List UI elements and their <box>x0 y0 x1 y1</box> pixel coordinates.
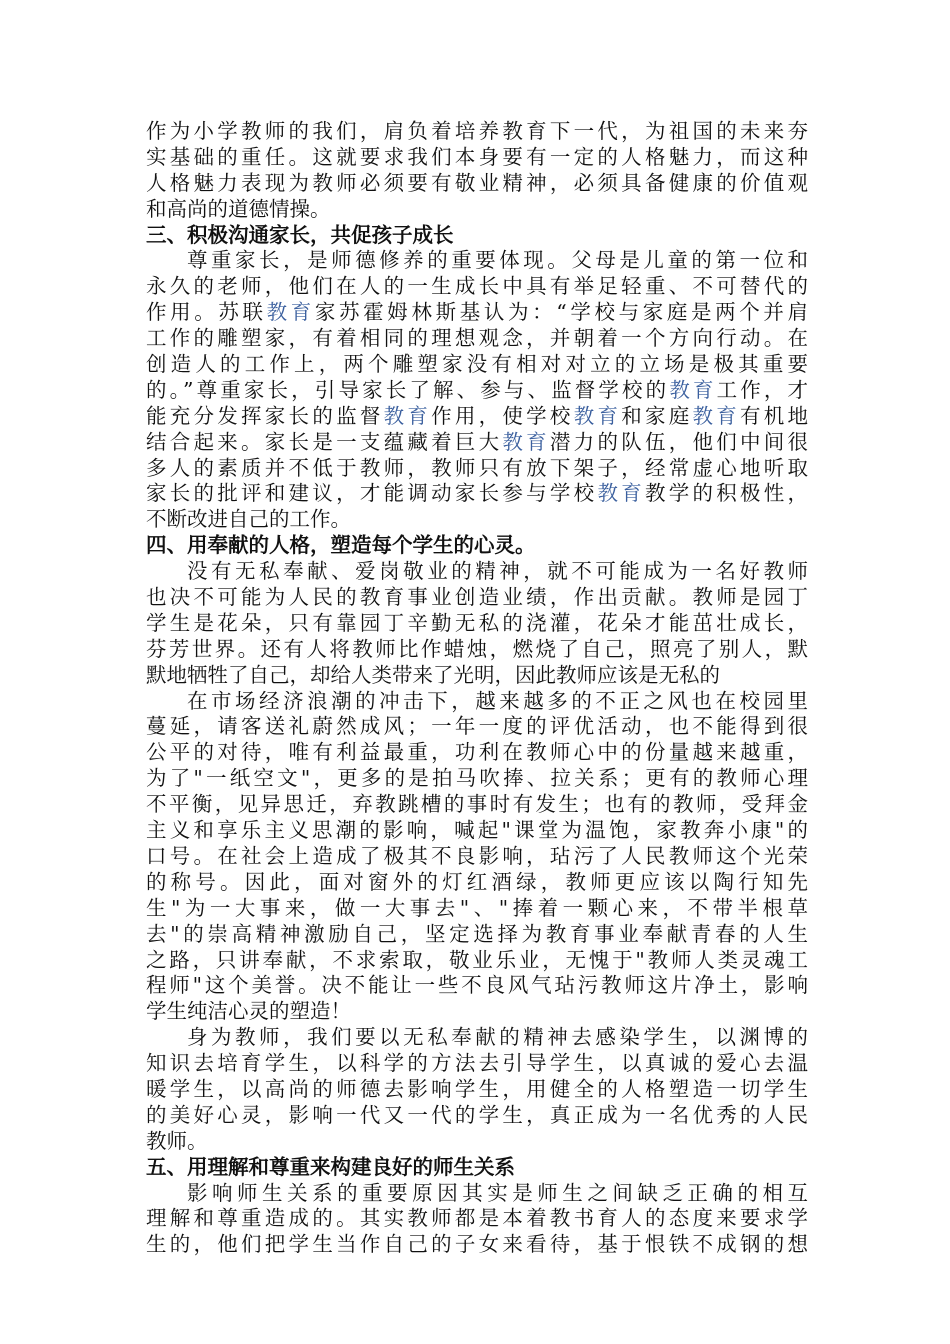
text-line: 生的，他们把学生当作自己的子女来看待，基于恨铁不成钢的想 <box>146 1232 808 1257</box>
text-line: 之路，只讲奉献，不求索取，敬业乐业，无愧于"教师人类灵魂工 <box>146 947 808 972</box>
text-line: 默地牺牲了自己，却给人类带来了光明，因此教师应该是无私的 <box>146 662 720 687</box>
text-line: 程师"这个美誉。决不能让一些不良风气玷污教师这片净土，影响 <box>146 973 808 998</box>
text-line: 实基础的重任。这就要求我们本身要有一定的人格魅力，而这种 <box>146 144 808 169</box>
section-heading: 三、积极沟通家长，共促孩子成长 <box>146 222 454 247</box>
text-line <box>146 507 808 533</box>
text-line: 没有无私奉献、爱岗敬业的精神，就不可能成为一名好教师 <box>187 559 808 584</box>
text-run: 作用，使学校 <box>431 403 574 428</box>
text-line: 芬芳世界。还有人将教师比作蜡烛，燃烧了自己，照亮了别人，默 <box>146 636 808 661</box>
keyword-link[interactable]: 教育 <box>573 403 622 428</box>
text-line: 教师。 <box>146 1128 208 1153</box>
paragraph <box>146 1181 808 1259</box>
text-line: 也决不可能为人民的教育事业创造业绩，作出贡献。教师是园丁 <box>146 585 808 610</box>
text-line: 去"的崇高精神激励自己，坚定选择为教育事业奉献青春的人生 <box>146 921 808 946</box>
paragraph <box>146 689 808 1026</box>
text-run: 能充分发挥家长的监督 <box>146 403 384 428</box>
keyword-link[interactable]: 教育 <box>266 300 315 325</box>
text-line: 人格魅力表现为教师必须要有敬业精神，必须具备健康的价值观 <box>146 170 808 195</box>
text-line <box>146 248 808 274</box>
text-run: 创造人的工作上，两个雕塑家没有相对对立的立场是极其重要 <box>146 352 808 377</box>
text-line: 和高尚的道德情操。 <box>146 196 331 221</box>
paragraph <box>146 248 808 533</box>
text-run: 工作，才 <box>716 377 809 402</box>
section-heading: 四、用奉献的人格，塑造每个学生的心灵。 <box>146 533 536 558</box>
text-run: 家长的批评和建议，才能调动家长参与学校 <box>146 481 598 506</box>
keyword-link[interactable]: 教育 <box>502 429 550 454</box>
text-line <box>146 274 808 300</box>
text-run: 永久的老师，他们在人的一生成长中具有举足轻重、不可替代的 <box>146 274 808 299</box>
text-run: 家苏霍姆林斯基认为：“学校与家庭是两个并肩 <box>314 300 809 325</box>
text-line: 学生纯洁心灵的塑造！ <box>146 999 351 1024</box>
text-line <box>146 456 808 482</box>
text-line: 在市场经济浪潮的冲击下，越来越多的不正之风也在校园里 <box>187 688 808 713</box>
paragraph <box>146 1025 808 1154</box>
text-line: 生"为一大事来，做一大事去"、"捧着一颗心来，不带半根草 <box>146 895 808 920</box>
text-line: 暖学生，以高尚的师德去影响学生，用健全的人格塑造一切学生 <box>146 1076 808 1101</box>
text-line: 身为教师，我们要以无私奉献的精神去感染学生，以渊博的 <box>187 1025 808 1050</box>
text-line: 蔓延，请客送礼蔚然成风；一年一度的评优活动，也不能得到很 <box>146 714 808 739</box>
text-line: 影响师生关系的重要原因其实是师生之间缺乏正确的相互 <box>187 1180 808 1205</box>
text-run: 的。”尊重家长，引导家长了解、参与、监督学校的 <box>146 377 670 402</box>
text-line <box>146 430 808 456</box>
text-line: 不平衡，见异思迁，弃教跳槽的事时有发生；也有的教师，受拜金 <box>146 792 808 817</box>
text-line <box>146 300 808 326</box>
text-run: 和家庭 <box>621 403 693 428</box>
text-run: 教学的积极性， <box>644 481 809 506</box>
section-heading: 五、用理解和尊重来构建良好的师生关系 <box>146 1154 515 1179</box>
text-line <box>146 378 808 404</box>
text-run: 尊重家长，是师德修养的重要体现。父母是儿童的第一位和 <box>187 248 808 273</box>
text-line <box>146 352 808 378</box>
text-run: 作用。苏联 <box>146 300 267 325</box>
text-line: 理解和尊重造成的。其实教师都是本着教书育人的态度来要求学 <box>146 1206 808 1231</box>
text-line <box>146 404 808 430</box>
text-run: 潜力的队伍，他们中间很 <box>549 429 809 454</box>
text-line: 公平的对待，唯有利益最重，功利在教师心中的份量越来越重， <box>146 740 808 765</box>
text-line: 知识去培育学生，以科学的方法去引导学生，以真诚的爱心去温 <box>146 1051 808 1076</box>
text-line <box>146 481 808 507</box>
keyword-link[interactable]: 教育 <box>597 481 645 506</box>
paragraph <box>146 119 808 223</box>
text-line: 作为小学教师的我们，肩负着培养教育下一代，为祖国的未来夯 <box>146 119 808 143</box>
text-run: 多人的素质并不低于教师，教师只有放下架子，经常虚心地听取 <box>146 455 808 480</box>
text-line: 为了"一纸空文"，更多的是拍马吹捧、拉关系；更有的教师心理 <box>146 766 808 791</box>
text-line: 的美好心灵，影响一代又一代的学生，真正成为一名优秀的人民 <box>146 1102 808 1127</box>
text-line: 口号。在社会上造成了极其不良影响，玷污了人民教师这个光荣 <box>146 843 808 868</box>
document-body <box>146 119 808 1258</box>
keyword-link[interactable]: 教育 <box>692 403 741 428</box>
keyword-link[interactable]: 教育 <box>669 377 717 402</box>
text-run: 不断改进自己的工作。 <box>146 507 351 532</box>
text-line: 学生是花朵，只有靠园丁辛勤无私的浇灌，花朵才能茁壮成长， <box>146 610 808 635</box>
text-line: 主义和享乐主义思潮的影响，喊起"课堂为温饱，家教奔小康"的 <box>146 818 808 843</box>
text-run: 有机地 <box>740 403 809 428</box>
text-line: 的称号。因此，面对窗外的灯红酒绿，教师更应该以陶行知先 <box>146 869 808 894</box>
paragraph <box>146 559 808 688</box>
text-line <box>146 326 808 352</box>
text-run: 工作的雕塑家，有着相同的理想观念，并朝着一个方向行动。在 <box>146 326 808 351</box>
text-run: 结合起来。家长是一支蕴藏着巨大 <box>146 429 503 454</box>
keyword-link[interactable]: 教育 <box>383 403 432 428</box>
